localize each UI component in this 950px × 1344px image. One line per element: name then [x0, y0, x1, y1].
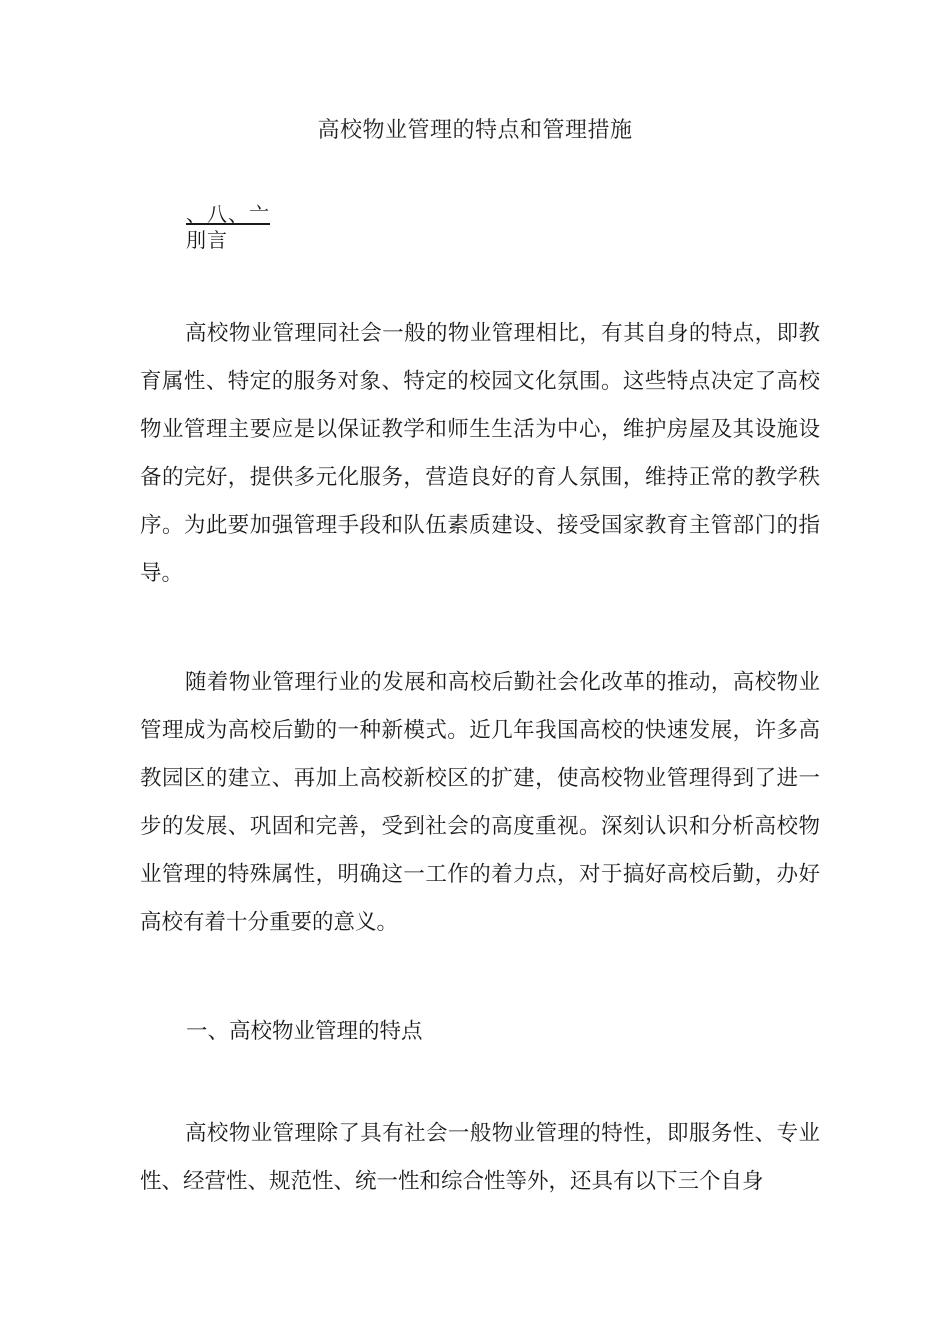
preface-heading-line1: 、八、亠 [186, 202, 270, 226]
section-heading-1: 一、高校物业管理的特点 [186, 1019, 423, 1044]
preface-heading-line2: 刖言 [186, 228, 228, 252]
paragraph-3: 高校物业管理除了具有社会一般物业管理的特性，即服务性、专业性、经营性、规范性、统一性和综合性等外，还具有以下三个自身 [140, 1121, 820, 1194]
paragraph-2: 随着物业管理行业的发展和高校后勤社会化改革的推动，高校物业管理成为高校后勤的一种新模式。近几年我国高校的快速发展，许多高教园区的建立、再加上高校新校区的扩建，使高校物业管理得到了进一步的发展、巩固和完善，受到社会的高度重视。深刻认识和分析高校物业管理的特殊属性，明确这一工作的着力点，对于搞好高校后勤，办好高校有着十分重要的意义。 [140, 670, 820, 935]
document-title: 高校物业管理的特点和管理措施 [317, 118, 633, 143]
paragraph-1: 高校物业管理同社会一般的物业管理相比，有其自身的特点，即教育属性、特定的服务对象、特定的校园文化氛围。这些特点决定了高校物业管理主要应是以保证教学和师生生活为中心，维护房屋及其设施设备的完好，提供多元化服务，营造良好的育人氛围，维持正常的教学秩序。为此要加强管理手段和队伍素质建设、接受国家教育主管部门的指导。 [140, 321, 820, 586]
preface-heading [186, 201, 270, 253]
